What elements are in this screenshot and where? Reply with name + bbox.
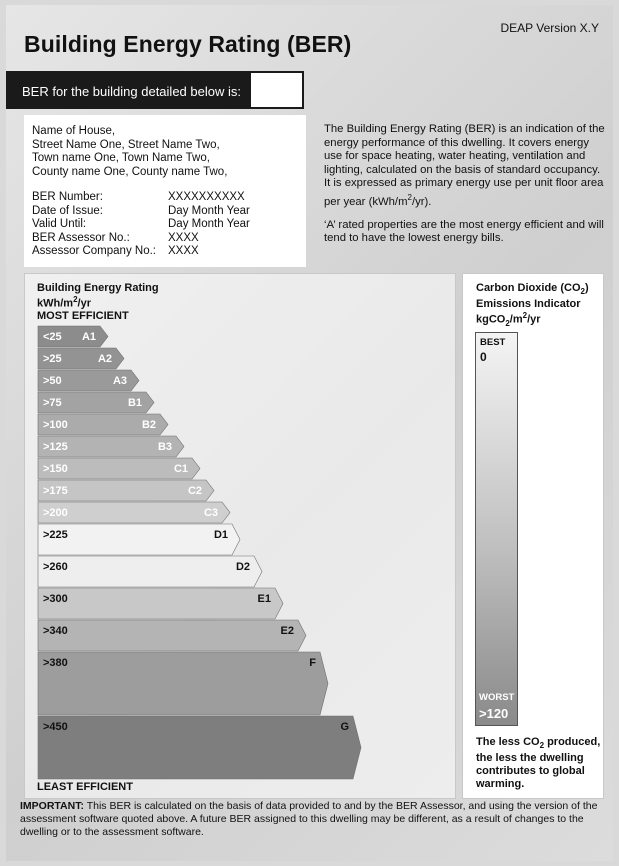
- band-label: D1: [213, 529, 228, 541]
- co2-title-text: ): [584, 282, 589, 294]
- band-range: >25: [43, 353, 62, 365]
- detail-value: Day Month Year: [168, 218, 250, 230]
- detail-row: [32, 245, 306, 259]
- detail-row: [32, 218, 306, 232]
- rating-band-e1: [38, 588, 283, 619]
- band-label: D2: [235, 561, 250, 573]
- least-efficient-label: LEAST EFFICIENT: [37, 781, 133, 793]
- detail-label: Assessor Company No.:: [32, 245, 156, 257]
- band-label: E2: [280, 625, 294, 637]
- subscript: 2: [539, 741, 545, 751]
- address-line: Street Name One, Street Name Two,: [32, 138, 220, 151]
- address-line: County name One, County name Two,: [32, 165, 228, 178]
- detail-label: BER Number:: [32, 191, 103, 203]
- band-range: >125: [43, 441, 68, 453]
- address-line: Name of House,: [32, 125, 116, 137]
- description-paragraph: [324, 123, 606, 209]
- band-range: >260: [43, 561, 68, 573]
- important-text: This BER is calculated on the basis of data provided to and by the BER Assessor, and using the version of the assessment software quoted above. A future BER assigned to this dwelling may be different, as a result of changes to the dwelling or to the assessment software.: [20, 800, 598, 838]
- address-box: [24, 115, 306, 267]
- unit-text: /yr: [77, 297, 91, 310]
- detail-value: XXXX: [168, 245, 199, 257]
- band-range: >50: [43, 375, 62, 387]
- detail-label: Date of Issue:: [32, 204, 103, 217]
- co2-title-text: Carbon Dioxide (CO: [476, 282, 581, 294]
- band-range: >100: [43, 419, 68, 431]
- page-title: Building Energy Rating (BER): [24, 31, 352, 57]
- detail-value: Day Month Year: [168, 204, 250, 217]
- detail-row: [32, 205, 306, 219]
- software-version: DEAP Version X.Y: [500, 21, 599, 35]
- band-label: A2: [97, 353, 112, 365]
- co2-best-label: BEST: [480, 337, 506, 348]
- rating-scale-title: Building Energy Rating: [37, 282, 159, 294]
- subscript: 2: [505, 319, 510, 329]
- co2-worst-label: WORST: [479, 692, 515, 703]
- band-range: >175: [43, 485, 68, 497]
- band-range: >380: [43, 657, 68, 669]
- band-label: A1: [81, 331, 96, 343]
- co2-subtitle: Emissions Indicator: [476, 298, 581, 311]
- unit-text: kgCO: [476, 313, 506, 326]
- superscript: 2: [407, 192, 412, 202]
- important-label: IMPORTANT:: [20, 800, 84, 812]
- co2-title: [476, 282, 589, 298]
- band-range: >340: [43, 625, 68, 637]
- ber-description: [324, 123, 606, 256]
- co2-indicator: [462, 273, 604, 799]
- superscript: 2: [522, 311, 528, 321]
- address-line: Town name One, Town Name Two,: [32, 152, 210, 164]
- ber-result-label: BER for the building detailed below is:: [22, 84, 241, 99]
- band-range: >225: [43, 529, 68, 541]
- band-range: >450: [43, 721, 68, 733]
- ber-details: [32, 191, 306, 259]
- co2-unit: [476, 310, 589, 330]
- band-label: C1: [173, 463, 188, 475]
- band-label: B3: [157, 441, 172, 453]
- co2-header: [476, 282, 589, 330]
- rating-band-d1: [38, 524, 240, 555]
- co2-note-text: produced, the less the dwelling contributes to global warming.: [476, 736, 601, 791]
- superscript: 2: [73, 295, 78, 304]
- ber-result-bar: [6, 71, 304, 109]
- unit-text: /m: [509, 313, 523, 326]
- detail-value: XXXXXXXXXX: [168, 191, 245, 203]
- rating-band-d2: [38, 556, 262, 587]
- detail-label: BER Assessor No.:: [32, 231, 130, 244]
- band-label: A3: [112, 375, 127, 387]
- description-paragraph: ‘A’ rated properties are the most energy efficient and will tend to have the lowest energy bills.: [324, 218, 604, 245]
- detail-value: XXXX: [168, 231, 199, 244]
- band-range: >300: [43, 593, 68, 605]
- description-text: The Building Energy Rating (BER) is an indication of the energy performance of this dwelling. It covers energy use for space heating, water heating, ventilation and lighting, calculated on the basis of standard occupancy. It is expressed as primary energy use per unit floor area per year (kWh/m: [324, 123, 605, 208]
- subscript: 2: [580, 287, 585, 297]
- band-label: C2: [187, 485, 202, 497]
- ber-certificate: [6, 5, 613, 861]
- band-label: C3: [203, 507, 218, 519]
- band-label: B1: [127, 397, 142, 409]
- co2-note-text: The less CO: [476, 736, 540, 748]
- band-label: F: [309, 657, 316, 669]
- energy-rating-scale: [24, 273, 456, 799]
- band-range: <25: [43, 331, 62, 343]
- band-label: G: [340, 721, 349, 733]
- rating-band-f: [38, 652, 328, 715]
- co2-note: [476, 736, 602, 791]
- co2-best-value: 0: [480, 350, 487, 364]
- band-label: E1: [257, 593, 271, 605]
- rating-band-g: [38, 716, 361, 779]
- unit-text: kWh/m: [37, 297, 74, 310]
- band-range: >200: [43, 507, 68, 519]
- band-label: B2: [141, 419, 156, 431]
- detail-label: Valid Until:: [32, 218, 87, 230]
- band-range: >150: [43, 463, 68, 475]
- unit-text: /yr: [527, 313, 541, 326]
- rating-bands: [25, 274, 457, 800]
- detail-row: [32, 191, 306, 205]
- detail-row: [32, 232, 306, 246]
- important-notice: [20, 800, 605, 839]
- most-efficient-label: MOST EFFICIENT: [37, 309, 129, 322]
- co2-worst-value: >120: [479, 706, 509, 721]
- description-text: /yr).: [411, 195, 432, 208]
- rating-band-e2: [38, 620, 306, 651]
- band-range: >75: [43, 397, 62, 409]
- ber-result-box: [250, 72, 303, 108]
- co2-scale-bar: [475, 332, 518, 726]
